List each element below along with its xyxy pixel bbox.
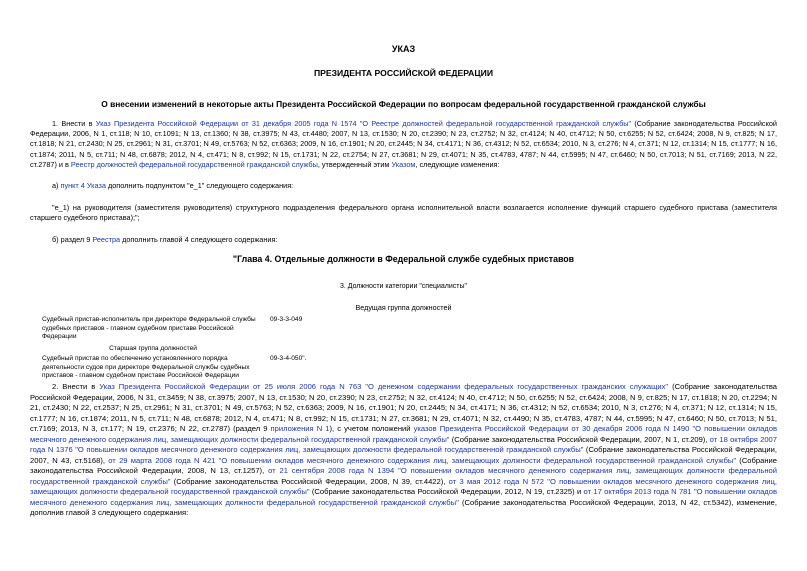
link-decree-1490[interactable]: указов Президента Российской Федерации от 30 декабря 2006 года N 1490 "О повышении окладов месячного денежного содержания лиц, замещающих должности федеральной государственной гражданской службы" — [30, 424, 777, 444]
quote-e1-text: "е_1) на руководителя (заместителя руководителя) структурного подразделения федерального органа исполнительной власти возлагается исполнение функций старшего судебного пристава (заместителя старшего судебного пристава);"; — [30, 203, 777, 223]
position-code-lead: 09-3-3-049 — [270, 316, 303, 323]
p1-text-2: , утвержденный этим — [317, 159, 392, 169]
paragraph-2 — [30, 382, 777, 519]
p2-text-5: (Собрание законодательства Российской Федерации, 2008, N 13, ст.1257), — [30, 455, 777, 475]
link-decree-781[interactable]: от 17 октября 2013 года N 781 "О повышении окладов месячного денежного содержания лиц, замещающих должности федеральной государственной гражданской службы" — [30, 487, 777, 507]
group-lead: Ведущая группа должностей — [355, 303, 452, 312]
position-senior: Судебный пристав по обеспечению установленного порядка деятельности судов при директоре Федеральной службы судебных приставов - главном судебном приставе Российской Федерации — [42, 355, 250, 380]
p1-lead: 1. Внести в — [52, 119, 96, 128]
link-reestr[interactable]: Реестра — [92, 235, 121, 244]
pb-text: дополнить главой 4 следующего содержания: — [120, 235, 278, 244]
link-decree-763[interactable]: Указ Президента Российской Федерации от 25 июля 2006 года N 763 "О денежном содержании федеральных государственных гражданских служащих" — [99, 382, 669, 391]
paragraph-a — [52, 181, 293, 191]
p2-text-6: (Собрание законодательства Российской Федерации, 2008, N 39, ст.4422), — [170, 476, 449, 486]
p2-text-3: (Собрание законодательства Российской Федерации, 2007, N 1, ст.209), — [449, 434, 710, 444]
p2-text-7: (Собрание законодательства Российской Федерации, 2012, N 19, ст.2325) и — [309, 487, 584, 496]
group-senior: Старшая группа должностей — [109, 345, 197, 352]
pb-lead: б) раздел 9 — [52, 235, 93, 244]
section-title: 3. Должности категории "специалисты" — [339, 283, 468, 290]
link-decree-1394[interactable]: от 21 сентября 2008 года N 1394 "О повышении окладов месячного денежного содержания лиц, замещающих должности федеральной государственной гражданской службы" — [30, 466, 777, 486]
link-decree-1574[interactable]: Указ Президента Российской Федерации от 31 декабря 2005 года N 1574 "О Реестре должностей федеральной государственной гражданской службы" — [95, 119, 632, 128]
paragraph-b — [52, 235, 277, 245]
position-lead: Судебный пристав-исполнитель при директоре Федеральной службы судебных приставов - главном судебном приставе Российской Федерации — [42, 316, 256, 341]
decree-title: О внесении изменений в некоторые акты Президента Российской Федерации по вопросам федеральной государственной гражданской службы — [101, 99, 706, 109]
p2-text-2: ), с учетом положений — [329, 424, 414, 433]
link-decree-572[interactable]: от 3 мая 2012 года N 572 "О повышении окладов месячного денежного содержания лиц, замещающих должности федеральной государственной гражданской службы" — [30, 476, 777, 496]
link-decree-1376[interactable]: от 18 октября 2007 года N 1376 "О повышении окладов месячного денежного содержания лиц, замещающих должности федеральной государственной гражданской службы" — [30, 434, 777, 454]
decree-kind: УКАЗ — [391, 44, 416, 54]
decree-issuer: ПРЕЗИДЕНТА РОССИЙСКОЙ ФЕДЕРАЦИИ — [313, 68, 494, 78]
chapter-title: "Глава 4. Отдельные должности в Федеральной службе судебных приставов — [232, 254, 575, 264]
p1-text-3: , следующие изменения: — [415, 159, 500, 169]
p2-text-1: (Собрание законодательства Российской Федерации, 2006, N 31, ст.3459; N 38, ст.3975; 2007, N 13, ст.1530; N 20, ст.2390; N 23, ст.2752; N 32, ст.4124; N 40, ст.4712; N 50, ст.6255; N 52, ст.6424; 2008, N 9, ст.825; N 17, ст.1818; N 20, ст.2294; N 21, ст.2430; N 22, ст.2537; N 25, ст.2961; N 31, ст.3701; N 49, ст.5763; N 52, ст.6363; 2009, N 16, ст.1901; N 20, ст.2445; N 34, ст.4171; N 36, ст.4312; N 52, ст.6534; 2010, N 3, ст.276; N 4, ст.371; N 12, ст.1314; N 15, ст.1777; N 16, ст.1874; 2011, N 5, ст.711; N 48, ст.6878; 2012, N 4, ст.471; N 8, ст.992; N 15, ст.1731; N 27, ст.3681; N 29, ст.4071; N 32, ст.4490; N 35, ст.4783, 4787; N 44, ст.5995; N 47, ст.6460; N 50, ст.7013; N 51, ст.7169; 2013, N 3, ст.177; N 19, ст.2376; N 22, ст.2787) (раздел 9 — [30, 382, 777, 433]
position-code-senior: 09-3-4-050". — [270, 355, 307, 362]
link-registry[interactable]: Реестр должностей федеральной государственной гражданской службы — [70, 159, 318, 169]
quote-e1 — [30, 203, 777, 223]
link-item-4[interactable]: пункт 4 Указа — [60, 181, 106, 190]
pa-lead: а) — [52, 181, 61, 190]
link-appendix-1[interactable]: приложения N 1 — [270, 424, 330, 433]
p2-text-4: (Собрание законодательства Российской Федерации, 2007, N 43, ст.5168), — [30, 445, 778, 465]
link-decree-421[interactable]: от 29 марта 2008 года N 421 "О повышении окладов месячного денежного содержания лиц, замещающих должности федеральной государственной гражданской службы" — [108, 455, 737, 465]
p2-text-8: (Собрание законодательства Российской Федерации, 2013, N 42, ст.5342), изменение, дополнив главой 3 следующего содержания: — [30, 497, 777, 517]
paragraph-1 — [30, 119, 777, 170]
pa-text: дополнить подпунктом "е_1" следующего содержания: — [105, 181, 294, 190]
p1-text: (Собрание законодательства Российской Федерации, 2006, N 1, ст.118; N 10, ст.1091; N 13, ст.1360; N 38, ст.3975; N 43, ст.4480; 2007, N 13, ст.1530; N 20, ст.2390; N 23, ст.2752; N 32, ст.4124; N 40, ст.4712; N 50, ст.6255; N 52, ст.6424; 2008, N 9, ст.825; N 17, ст.1818; N 21, ст.2430; N 25, ст.2961; N 31, ст.3701; N 49, ст.5763; N 52, ст.6363; 2009, N 16, ст.1901; N 20, ст.2445; N 34, ст.4171; N 36, ст.4312; N 52, ст.6534; 2010, N 3, ст.276; N 4, ст.371; N 12, ст.1314; N 15, ст.1777; N 16, ст.1874; 2011, N 5, ст.711; N 48, ст.6878; 2012, N 4, ст.471; N 8, ст.992; N 15, ст.1731; N 22, ст.2754; N 27, ст.3681; N 29, ст.4071; N 35, ст.4783, 4787; N 44, ст.5995; N 47, ст.6460; N 50, ст.7013; N 51, ст.7169; 2013, N 22, ст.2787) и в — [30, 119, 777, 169]
link-decree[interactable]: Указом — [391, 159, 416, 169]
p2-lead: 2. Внести в — [52, 382, 100, 391]
